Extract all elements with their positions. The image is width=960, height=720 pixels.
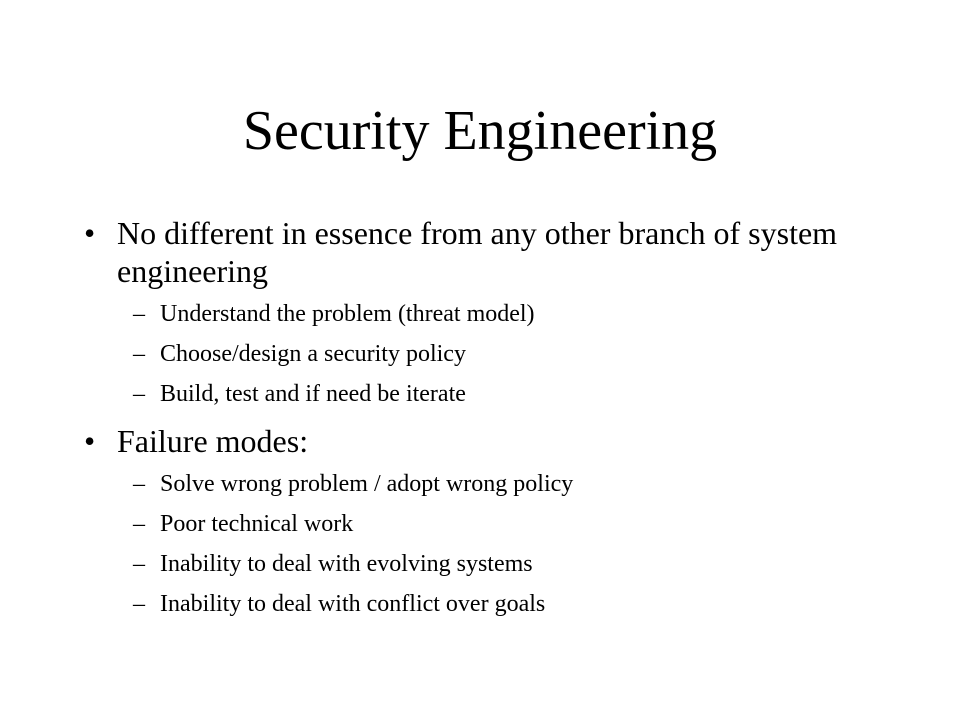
sub-bullet-item (0, 300, 960, 328)
sub-bullet-marker: – (133, 301, 145, 327)
sub-bullet-text: Inability to deal with conflict over goals (160, 591, 546, 617)
sub-bullet-marker: – (133, 471, 145, 497)
slide-title: Security Engineering (242, 100, 718, 162)
sub-bullet-text: Solve wrong problem / adopt wrong policy (160, 471, 574, 497)
sub-bullet-item (0, 380, 960, 408)
sub-bullet-item (0, 550, 960, 578)
sub-bullet-text: Poor technical work (160, 511, 354, 537)
sub-bullet-marker: – (133, 591, 145, 617)
sub-bullet-marker: – (133, 341, 145, 367)
sub-bullet-item (0, 340, 960, 368)
sub-bullet-item (0, 510, 960, 538)
sub-bullet-text: Inability to deal with evolving systems (160, 551, 533, 577)
sub-bullet-marker: – (133, 381, 145, 407)
bullet-text: Failure modes: (117, 423, 309, 459)
bullet-marker: • (84, 423, 96, 459)
bullet-marker: • (84, 215, 96, 251)
sub-bullet-marker: – (133, 511, 145, 537)
bullet-list (0, 214, 960, 630)
bullet-text: No different in essence from any other branch of system engineering (117, 215, 838, 289)
sub-bullet-item (0, 470, 960, 498)
sub-bullet-text: Choose/design a security policy (160, 341, 466, 367)
sub-bullet-item (0, 590, 960, 618)
sub-bullet-text: Understand the problem (threat model) (160, 301, 535, 327)
bullet-item (0, 214, 960, 290)
bullet-item (0, 422, 960, 460)
sub-bullet-marker: – (133, 551, 145, 577)
sub-bullet-text: Build, test and if need be iterate (160, 381, 466, 407)
